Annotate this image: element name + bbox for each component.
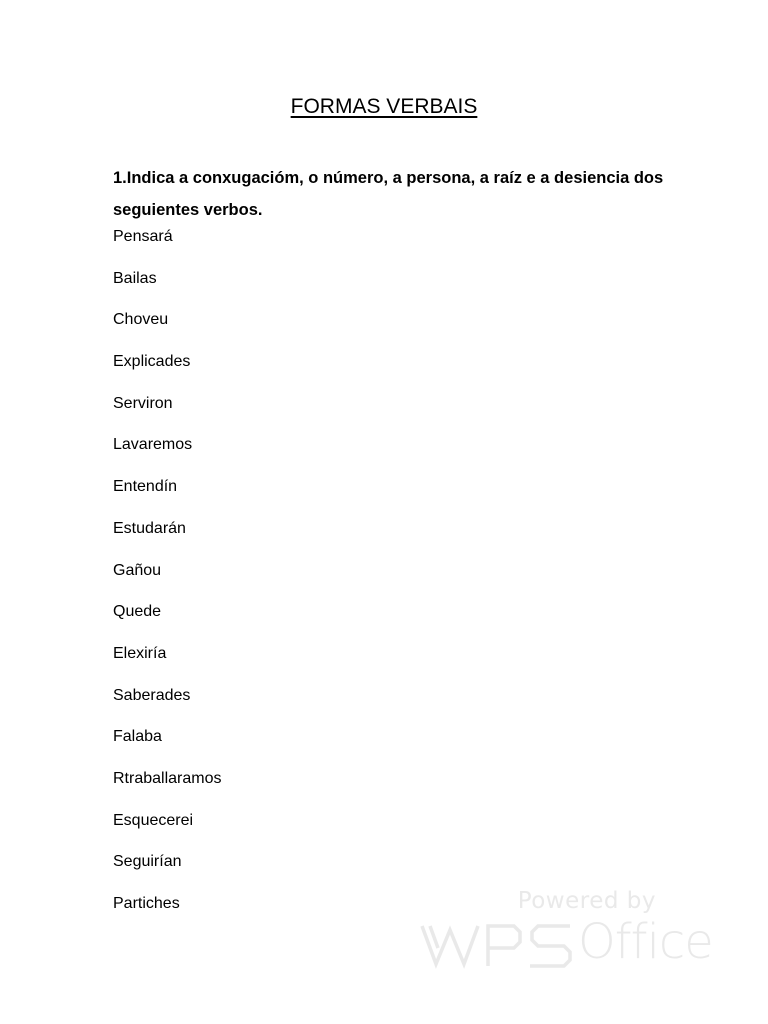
list-item: Gañou [113, 561, 162, 579]
watermark-product: Office [578, 914, 713, 970]
list-item: Quede [113, 603, 162, 621]
exercise-instruction: 1.Indica a conxugacióm, o número, a persona, a raíz e a desiencia dos seguientes verbos. [113, 169, 664, 219]
page-title: FORMAS VERBAIS [290, 95, 478, 118]
list-item: Partiches [113, 895, 180, 912]
list-item: Entendín [113, 478, 178, 496]
list-item: Choveu [113, 311, 169, 329]
list-item: Elexiría [113, 644, 167, 662]
list-item: Falaba [113, 728, 162, 746]
verb-list [113, 226, 221, 935]
list-item: Seguirían [113, 853, 182, 871]
list-item: Rtraballaramos [113, 769, 222, 787]
list-item: Esquecerei [113, 811, 194, 829]
list-item: Saberades [113, 686, 191, 704]
wps-logo-icon [420, 916, 578, 970]
list-item: Serviron [113, 394, 173, 412]
list-item: Pensará [113, 228, 173, 245]
list-item: Estudarán [113, 519, 186, 537]
list-item: Lavaremos [113, 436, 193, 454]
wps-office-watermark [420, 886, 720, 976]
watermark-powered-by: Powered by [517, 888, 656, 914]
list-item: Explicades [113, 353, 191, 371]
list-item: Bailas [113, 269, 157, 287]
